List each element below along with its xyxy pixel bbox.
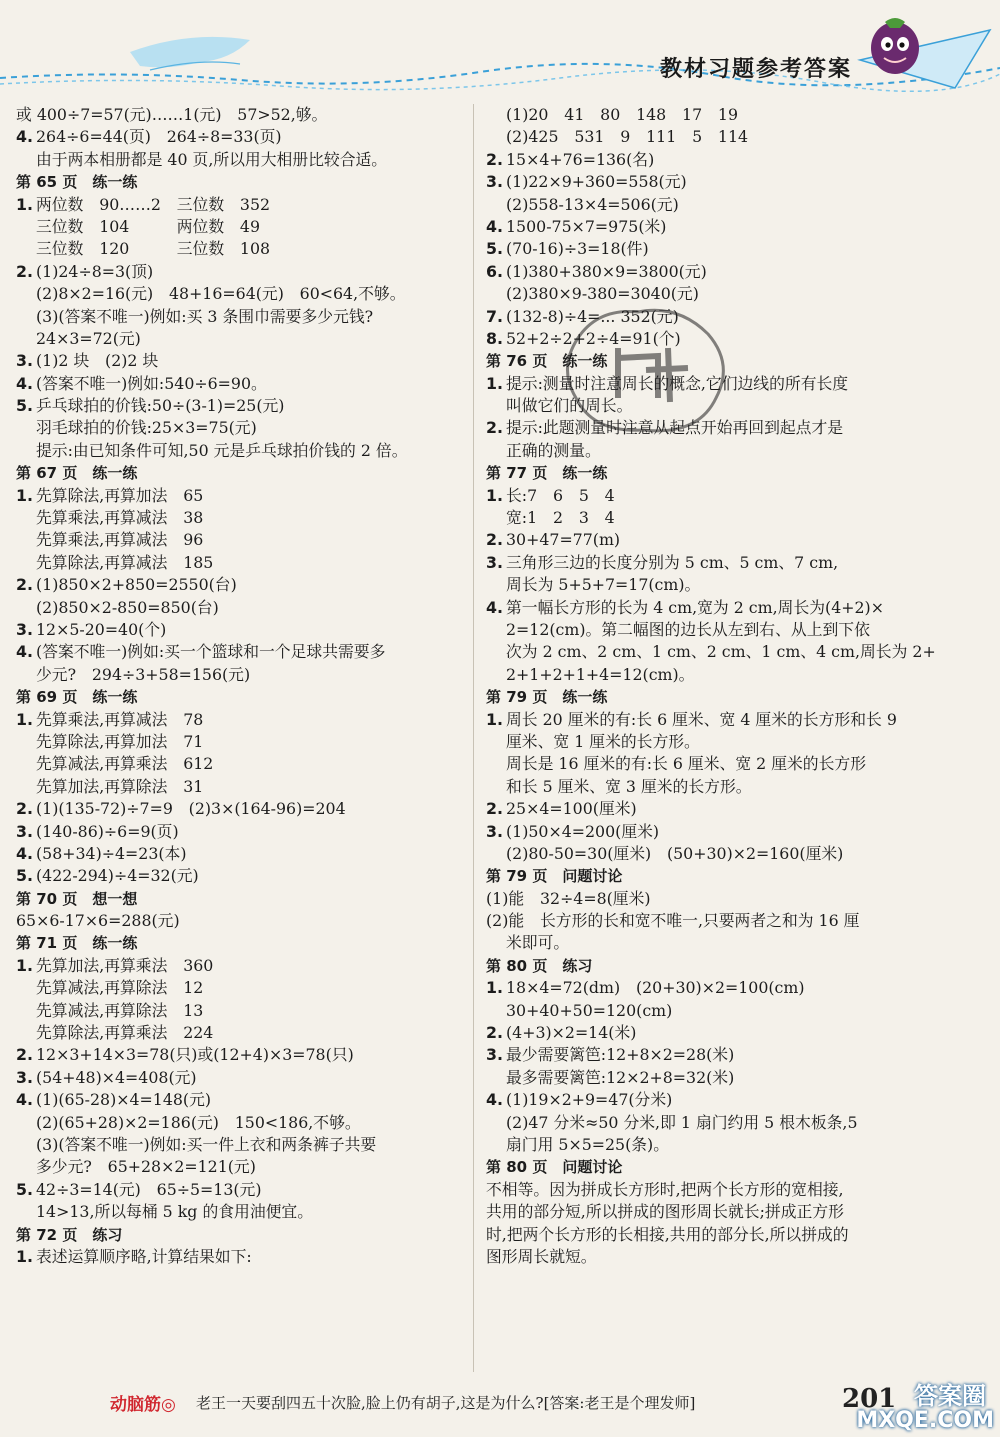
answer-text: (2)558-13×4=506(元): [506, 194, 679, 214]
answer-line: [486, 1000, 986, 1022]
answer-line: [16, 753, 466, 775]
answer-text: 次为 2 cm、2 cm、1 cm、2 cm、1 cm、4 cm,周长为 2+: [506, 642, 936, 662]
answer-line: [486, 417, 986, 439]
answer-line: [16, 865, 466, 887]
answer-line: [486, 104, 986, 126]
section-heading: [486, 955, 986, 977]
item-number: 2.: [16, 575, 33, 595]
section-heading: [486, 462, 986, 484]
answer-text: (1)380+380×9=3800(元): [506, 261, 707, 281]
answer-line: [16, 776, 466, 798]
answer-line: [486, 1201, 986, 1223]
brain-teaser-text: 老王一天要刮四五十次脸,脸上仍有胡子,这是为什么?[答案:老王是个理发师]: [196, 1394, 696, 1412]
answer-text: 米即可。: [506, 933, 570, 953]
answer-text: (1)50×4=200(厘米): [506, 821, 660, 841]
item-number: 1.: [16, 709, 33, 729]
answer-line: [16, 574, 466, 596]
answer-text: 先算除法,再算加法 65: [36, 485, 204, 505]
answer-line: [16, 485, 466, 507]
answer-text: 长:7 6 5 4: [506, 485, 615, 505]
answer-text: 不相等。因为拼成长方形时,把两个长方形的宽相接,: [486, 1179, 844, 1199]
item-number: 3.: [486, 552, 503, 572]
answer-line: [486, 932, 986, 954]
item-number: 1.: [16, 485, 33, 505]
answer-line: [486, 1067, 986, 1089]
answer-line: [486, 485, 986, 507]
answer-text: 第 65 页 练一练: [16, 173, 138, 192]
answer-text: 提示:由已知条件可知,50 元是乒乓球拍价钱的 2 倍。: [36, 440, 408, 460]
answer-line: [486, 776, 986, 798]
item-number: 1.: [486, 373, 503, 393]
answer-text: (2)8×2=16(元) 48+16=64(元) 60<64,不够。: [36, 284, 406, 304]
answer-text: (132-8)÷4=... 352(元): [506, 306, 679, 326]
answer-line: [16, 149, 466, 171]
answer-line: [16, 1201, 466, 1223]
answer-line: [16, 843, 466, 865]
answer-line: [16, 306, 466, 328]
answer-line: [486, 171, 986, 193]
answer-line: [16, 529, 466, 551]
item-number: 1.: [486, 485, 503, 505]
answer-text: (2)能 长方形的长和宽不唯一,只要两者之和为 16 厘: [486, 911, 860, 931]
answer-line: [486, 149, 986, 171]
answer-text: 先算减法,再算乘法 612: [36, 754, 214, 774]
answer-text: 或 400÷7=57(元)……1(元) 57>52,够。: [16, 105, 328, 124]
answer-text: (2)80-50=30(厘米) (50+30)×2=160(厘米): [506, 843, 844, 863]
answer-line: [16, 1134, 466, 1156]
section-heading: [16, 462, 466, 484]
item-number: 2.: [486, 530, 503, 550]
answer-text: 提示:此题测量时注意从起点开始再回到起点才是: [506, 418, 844, 438]
answer-line: [16, 194, 466, 216]
item-number: 5.: [16, 1179, 33, 1199]
answer-line: [486, 216, 986, 238]
answer-line: [486, 1112, 986, 1134]
answer-line: [16, 1246, 466, 1268]
right-answer-column: [486, 104, 986, 1268]
answer-text: 65×6-17×6=288(元): [16, 911, 180, 931]
answer-text: 先算除法,再算乘法 224: [36, 1023, 214, 1043]
answer-text: (1)19×2+9=47(分米): [506, 1090, 673, 1110]
answer-line: [486, 664, 986, 686]
section-heading: [16, 171, 466, 193]
watermark-url: MXQE.COM: [856, 1408, 994, 1433]
answer-text: 24×3=72(元): [36, 328, 141, 348]
answer-text: 周长 20 厘米的有:长 6 厘米、宽 4 厘米的长方形和长 9: [506, 709, 897, 729]
answer-line: [16, 641, 466, 663]
section-heading: [16, 888, 466, 910]
answer-text: 第 77 页 练一练: [486, 464, 608, 483]
answer-text: 先算加法,再算除法 31: [36, 776, 204, 796]
answer-text: (2)380×9-380=3040(元): [506, 284, 699, 304]
answer-line: [16, 373, 466, 395]
answer-text: 多少元? 65+28×2=121(元): [36, 1157, 256, 1177]
answer-line: [486, 328, 986, 350]
item-number: 1.: [486, 709, 503, 729]
answer-text: 第 79 页 问题讨论: [486, 867, 623, 886]
answer-line: [16, 1112, 466, 1134]
answer-text: 第 72 页 练习: [16, 1225, 123, 1244]
answer-line: [486, 977, 986, 999]
item-number: 2.: [16, 1045, 33, 1065]
answer-line: [486, 574, 986, 596]
brain-teaser-tag: 动脑筋◎: [110, 1395, 176, 1415]
section-heading: [16, 932, 466, 954]
answer-line: [486, 194, 986, 216]
answer-text: 第 76 页 练一练: [486, 352, 608, 371]
item-number: 1.: [16, 1246, 33, 1266]
answer-text: 先算除法,再算减法 185: [36, 552, 214, 572]
answer-text: 第 69 页 练一练: [16, 688, 138, 707]
answer-line: [16, 619, 466, 641]
answer-text: 第 70 页 想一想: [16, 889, 138, 908]
item-number: 5.: [486, 239, 503, 259]
answer-line: [486, 283, 986, 305]
answer-line: [16, 1044, 466, 1066]
answer-line: [16, 709, 466, 731]
answer-line: [486, 238, 986, 260]
answer-text: (422-294)÷4=32(元): [36, 866, 199, 886]
watermark-logo-text: 答案圈: [914, 1382, 986, 1410]
answer-line: [486, 619, 986, 641]
answer-text: 18×4=72(dm) (20+30)×2=100(cm): [506, 978, 805, 998]
answer-text: 扇门用 5×5=25(条)。: [506, 1134, 670, 1154]
answer-text: 少元? 294÷3+58=156(元): [36, 664, 251, 684]
item-number: 2.: [16, 261, 33, 281]
answer-text: 先算加法,再算乘法 360: [36, 955, 214, 975]
answer-line: [16, 350, 466, 372]
answer-line: [486, 373, 986, 395]
item-number: 1.: [486, 978, 503, 998]
page-number: 201: [842, 1384, 897, 1414]
answer-line: [16, 664, 466, 686]
section-heading: [486, 686, 986, 708]
answer-text: 第一幅长方形的长为 4 cm,宽为 2 cm,周长为(4+2)×: [506, 597, 884, 617]
left-answer-column: [16, 104, 466, 1268]
answer-text: (1)2 块 (2)2 块: [36, 351, 159, 371]
item-number: 4.: [16, 1090, 33, 1110]
answer-line: [486, 552, 986, 574]
answer-text: 三位数 104 两位数 49: [36, 216, 261, 236]
answer-text: 提示:测量时注意周长的概念,它们边线的所有长度: [506, 373, 849, 393]
answer-line: [16, 283, 466, 305]
item-number: 4.: [486, 1090, 503, 1110]
answer-text: 264÷6=44(页) 264÷8=33(页): [36, 127, 282, 147]
section-heading: [486, 1156, 986, 1178]
item-number: 4.: [16, 373, 33, 393]
answer-line: [486, 641, 986, 663]
answer-text: 先算除法,再算加法 71: [36, 731, 204, 751]
answer-line: [486, 821, 986, 843]
item-number: 5.: [16, 396, 33, 416]
answer-line: [486, 709, 986, 731]
answer-line: [16, 328, 466, 350]
answer-text: 先算乘法,再算减法 38: [36, 508, 204, 528]
answer-text: (140-86)÷6=9(页): [36, 821, 179, 841]
item-number: 5.: [16, 866, 33, 886]
answer-line: [16, 821, 466, 843]
answer-text: 30+47=77(m): [506, 530, 621, 550]
answer-line: [16, 395, 466, 417]
answer-text: 由于两本相册都是 40 页,所以用大相册比较合适。: [36, 149, 388, 169]
section-heading: [486, 350, 986, 372]
answer-text: 第 79 页 练一练: [486, 688, 608, 707]
answer-text: 最多需要篱笆:12×2+8=32(米): [506, 1067, 735, 1087]
answer-line: [16, 1000, 466, 1022]
answer-line: [486, 1044, 986, 1066]
answer-line: [486, 529, 986, 551]
item-number: 2.: [16, 799, 33, 819]
answer-line: [486, 1089, 986, 1111]
answer-line: [486, 395, 986, 417]
answer-text: 第 80 页 练习: [486, 956, 593, 975]
answer-line: [16, 1022, 466, 1044]
answer-line: [16, 955, 466, 977]
answer-text: (1)(135-72)÷7=9 (2)3×(164-96)=204: [36, 799, 346, 819]
answer-text: 15×4+76=136(名): [506, 149, 655, 169]
answer-text: 叫做它们的周长。: [506, 396, 633, 416]
item-number: 3.: [486, 821, 503, 841]
answer-line: [16, 731, 466, 753]
item-number: 6.: [486, 261, 503, 281]
answer-line: [16, 104, 466, 126]
item-number: 3.: [16, 351, 33, 371]
answer-text: (2)47 分米≈50 分米,即 1 扇门约用 5 根木板条,5: [506, 1112, 858, 1132]
answer-text: 第 71 页 练一练: [16, 934, 138, 953]
answer-line: [486, 731, 986, 753]
answer-text: 周长为 5+5+7=17(cm)。: [506, 575, 701, 595]
item-number: 4.: [16, 843, 33, 863]
item-number: 8.: [486, 328, 503, 348]
page-footer: [0, 1374, 1000, 1437]
answer-text: (70-16)÷3=18(件): [506, 239, 649, 259]
answer-text: 先算减法,再算除法 13: [36, 1000, 204, 1020]
answer-text: 1500-75×7=975(米): [506, 216, 667, 236]
answer-text: 时,把两个长方形的长相接,共用的部分长,所以拼成的: [486, 1224, 849, 1244]
answer-text: (54+48)×4=408(元): [36, 1067, 197, 1087]
item-number: 3.: [16, 619, 33, 639]
section-heading: [486, 865, 986, 887]
answer-text: 周长是 16 厘米的有:长 6 厘米、宽 2 厘米的长方形: [506, 754, 866, 774]
site-watermark: [856, 1374, 1000, 1437]
answer-line: [16, 1179, 466, 1201]
answer-line: [486, 910, 986, 932]
answer-line: [486, 597, 986, 619]
answer-line: [486, 306, 986, 328]
answer-text: 宽:1 2 3 4: [506, 508, 615, 528]
answer-text: (答案不唯一)例如:540÷6=90。: [36, 373, 267, 393]
answer-text: (2)(65+28)×2=186(元) 150<186,不够。: [36, 1112, 361, 1132]
answer-line: [16, 1156, 466, 1178]
item-number: 1.: [16, 955, 33, 975]
answer-line: [486, 1022, 986, 1044]
answer-text: 共用的部分短,所以拼成的图形周长就长;拼成正方形: [486, 1202, 844, 1222]
item-number: 4.: [486, 597, 503, 617]
answer-line: [486, 1179, 986, 1201]
answer-line: [16, 977, 466, 999]
answer-text: (1)(65-28)×4=148(元): [36, 1090, 212, 1110]
answer-text: (58+34)÷4=23(本): [36, 843, 187, 863]
answer-text: 三角形三边的长度分别为 5 cm、5 cm、7 cm,: [506, 552, 839, 572]
item-number: 3.: [486, 1045, 503, 1065]
answer-line: [16, 552, 466, 574]
item-number: 3.: [486, 172, 503, 192]
answer-line: [486, 1134, 986, 1156]
page-header: [0, 0, 1000, 110]
answer-text: (3)(答案不唯一)例如:买 3 条围巾需要多少元钱?: [36, 306, 374, 326]
answer-text: (2)425 531 9 111 5 114: [506, 127, 749, 147]
item-number: 3.: [16, 821, 33, 841]
answer-text: (1)20 41 80 148 17 19: [506, 105, 739, 124]
answer-line: [16, 507, 466, 529]
answer-text: 2+1+2+1+4=12(cm)。: [506, 664, 695, 684]
answer-text: 图形周长就短。: [486, 1246, 597, 1266]
answer-line: [16, 1089, 466, 1111]
answer-line: [16, 798, 466, 820]
section-heading: [16, 1224, 466, 1246]
item-number: 7.: [486, 306, 503, 326]
answer-line: [16, 238, 466, 260]
answer-text: (1)24÷8=3(顶): [36, 261, 154, 281]
answer-text: (1)能 32÷4=8(厘米): [486, 888, 651, 908]
answer-text: 14>13,所以每桶 5 kg 的食用油便宜。: [36, 1202, 314, 1222]
answer-text: (4+3)×2=14(米): [506, 1023, 637, 1043]
answer-line: [486, 1224, 986, 1246]
answer-text: (答案不唯一)例如:买一个篮球和一个足球共需要多: [36, 642, 386, 662]
answer-line: [16, 1067, 466, 1089]
answer-text: 厘米、宽 1 厘米的长方形。: [506, 731, 700, 751]
answer-text: (1)22×9+360=558(元): [506, 172, 687, 192]
answer-text: 30+40+50=120(cm): [506, 1000, 673, 1020]
answer-text: 第 80 页 问题讨论: [486, 1158, 623, 1177]
answer-text: (1)850×2+850=2550(台): [36, 575, 237, 595]
answer-line: [486, 888, 986, 910]
answer-line: [16, 261, 466, 283]
answer-text: 12×3+14×3=78(只)或(12+4)×3=78(只): [36, 1045, 354, 1065]
item-number: 1.: [16, 194, 33, 214]
answer-text: 先算乘法,再算减法 78: [36, 709, 204, 729]
answer-line: [486, 507, 986, 529]
answer-text: 乒乓球拍的价钱:50÷(3-1)=25(元): [36, 396, 285, 416]
answer-text: 两位数 90……2 三位数 352: [36, 194, 271, 214]
answer-line: [16, 216, 466, 238]
column-divider: [473, 104, 474, 1372]
answer-text: 2=12(cm)。第二幅图的边长从左到右、从上到下依: [506, 619, 870, 639]
answer-line: [486, 440, 986, 462]
item-number: 2.: [486, 149, 503, 169]
answer-text: 52+2÷2+2÷4=91(个): [506, 328, 681, 348]
item-number: 3.: [16, 1067, 33, 1087]
answer-text: (3)(答案不唯一)例如:买一件上衣和两条裤子共要: [36, 1134, 377, 1154]
answer-text: 先算乘法,再算减法 96: [36, 530, 204, 550]
answer-text: 和长 5 厘米、宽 3 厘米的长方形。: [506, 776, 752, 796]
item-number: 4.: [486, 216, 503, 236]
answer-line: [486, 843, 986, 865]
section-heading: [16, 686, 466, 708]
item-number: 4.: [16, 642, 33, 662]
answer-line: [16, 440, 466, 462]
answer-text: 25×4=100(厘米): [506, 799, 637, 819]
answer-line: [16, 910, 466, 932]
answer-line: [486, 753, 986, 775]
answer-line: [16, 126, 466, 148]
item-number: 2.: [486, 799, 503, 819]
header-title: 教材习题参考答案: [659, 57, 852, 82]
answer-text: 第 67 页 练一练: [16, 464, 138, 483]
answer-text: 羽毛球拍的价钱:25×3=75(元): [36, 418, 257, 438]
answer-line: [16, 597, 466, 619]
item-number: 2.: [486, 418, 503, 438]
answer-line: [486, 1246, 986, 1268]
answer-text: 最少需要篱笆:12+8×2=28(米): [506, 1045, 735, 1065]
item-number: 4.: [16, 127, 33, 147]
answer-text: 表述运算顺序略,计算结果如下:: [36, 1246, 252, 1266]
answer-text: 正确的测量。: [506, 440, 601, 460]
answer-text: 先算减法,再算除法 12: [36, 978, 204, 998]
answer-text: 42÷3=14(元) 65÷5=13(元): [36, 1179, 262, 1199]
answer-line: [486, 798, 986, 820]
answer-text: 12×5-20=40(个): [36, 619, 167, 639]
answer-line: [486, 126, 986, 148]
answer-text: 三位数 120 三位数 108: [36, 239, 271, 259]
answer-line: [486, 261, 986, 283]
answer-line: [16, 417, 466, 439]
answer-text: (2)850×2-850=850(台): [36, 597, 219, 617]
item-number: 2.: [486, 1023, 503, 1043]
